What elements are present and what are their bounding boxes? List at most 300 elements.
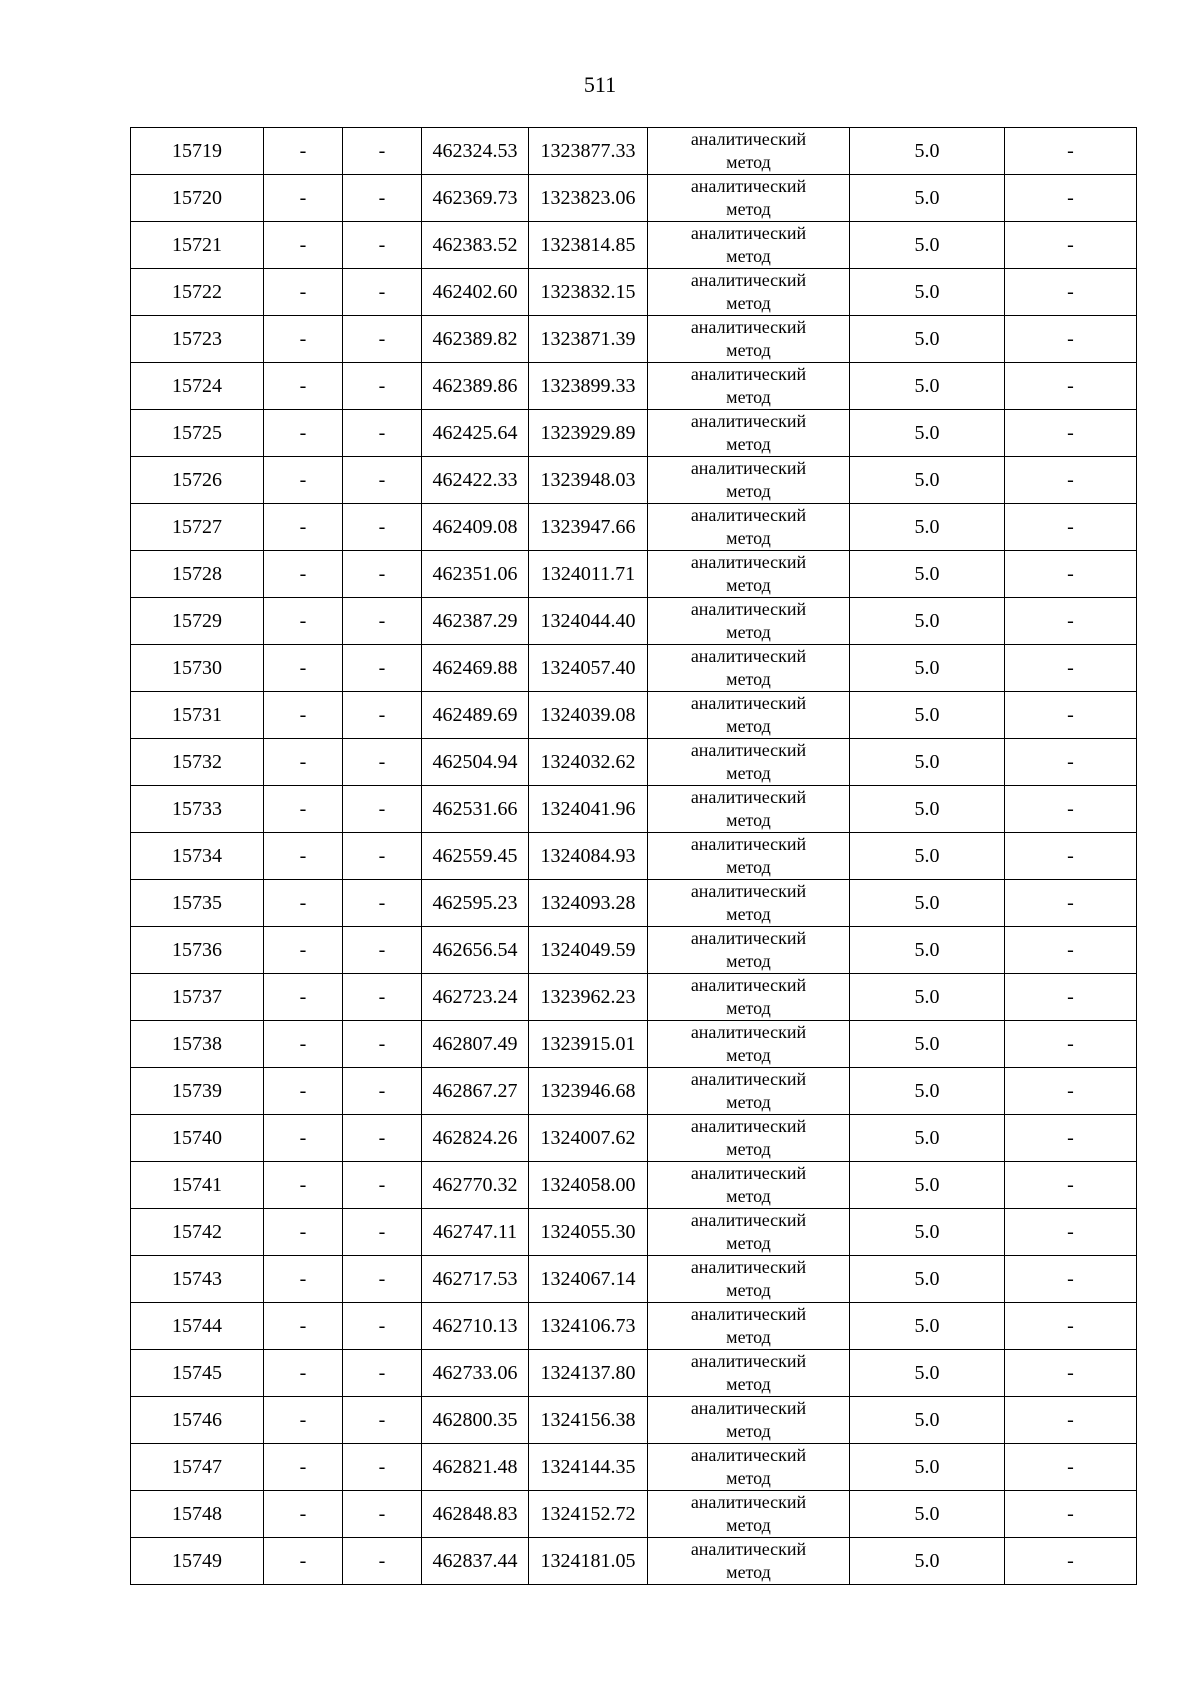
y-coordinate-cell: 1324032.62 — [529, 739, 648, 786]
table-row — [131, 316, 1137, 363]
empty-cell-8: - — [1005, 1068, 1137, 1115]
x-coordinate-cell: 462383.52 — [422, 222, 529, 269]
empty-cell-3: - — [343, 1303, 422, 1350]
x-coordinate-cell: 462531.66 — [422, 786, 529, 833]
empty-cell-3: - — [343, 457, 422, 504]
method-line-2: метод — [726, 716, 771, 736]
y-coordinate-cell: 1323877.33 — [529, 128, 648, 175]
empty-cell-3: - — [343, 880, 422, 927]
method-line-1: аналитический — [690, 693, 807, 713]
method-line-2: метод — [726, 1327, 771, 1347]
method-line-2: метод — [726, 622, 771, 642]
method-cell — [648, 786, 850, 833]
empty-cell-3: - — [343, 1209, 422, 1256]
method-line-2: метод — [726, 951, 771, 971]
method-cell — [648, 551, 850, 598]
y-coordinate-cell: 1323814.85 — [529, 222, 648, 269]
accuracy-cell: 5.0 — [850, 1491, 1005, 1538]
empty-cell-2: - — [264, 1397, 343, 1444]
method-cell — [648, 598, 850, 645]
point-number-cell: 15720 — [131, 175, 264, 222]
method-line-2: метод — [726, 1186, 771, 1206]
y-coordinate-cell: 1324041.96 — [529, 786, 648, 833]
method-line-2: метод — [726, 340, 771, 360]
x-coordinate-cell: 462824.26 — [422, 1115, 529, 1162]
empty-cell-3: - — [343, 739, 422, 786]
method-cell — [648, 1256, 850, 1303]
method-cell — [648, 222, 850, 269]
x-coordinate-cell: 462387.29 — [422, 598, 529, 645]
empty-cell-2: - — [264, 598, 343, 645]
table-row — [131, 363, 1137, 410]
x-coordinate-cell: 462369.73 — [422, 175, 529, 222]
method-cell — [648, 457, 850, 504]
method-line-2: метод — [726, 152, 771, 172]
table-row — [131, 1162, 1137, 1209]
x-coordinate-cell: 462425.64 — [422, 410, 529, 457]
x-coordinate-cell: 462800.35 — [422, 1397, 529, 1444]
empty-cell-3: - — [343, 927, 422, 974]
point-number-cell: 15732 — [131, 739, 264, 786]
empty-cell-8: - — [1005, 457, 1137, 504]
empty-cell-8: - — [1005, 1397, 1137, 1444]
x-coordinate-cell: 462656.54 — [422, 927, 529, 974]
method-line-2: метод — [726, 1562, 771, 1582]
empty-cell-2: - — [264, 1256, 343, 1303]
table-row — [131, 645, 1137, 692]
method-line-2: метод — [726, 199, 771, 219]
point-number-cell: 15737 — [131, 974, 264, 1021]
table-row — [131, 1115, 1137, 1162]
table-row — [131, 1538, 1137, 1585]
accuracy-cell: 5.0 — [850, 222, 1005, 269]
x-coordinate-cell: 462389.82 — [422, 316, 529, 363]
method-cell — [648, 1397, 850, 1444]
method-cell — [648, 363, 850, 410]
empty-cell-2: - — [264, 833, 343, 880]
y-coordinate-cell: 1323947.66 — [529, 504, 648, 551]
accuracy-cell: 5.0 — [850, 927, 1005, 974]
method-line-1: аналитический — [690, 1304, 807, 1324]
empty-cell-8: - — [1005, 1491, 1137, 1538]
empty-cell-8: - — [1005, 1021, 1137, 1068]
empty-cell-8: - — [1005, 1350, 1137, 1397]
method-cell — [648, 1444, 850, 1491]
point-number-cell: 15741 — [131, 1162, 264, 1209]
empty-cell-3: - — [343, 316, 422, 363]
empty-cell-3: - — [343, 175, 422, 222]
accuracy-cell: 5.0 — [850, 1444, 1005, 1491]
empty-cell-8: - — [1005, 645, 1137, 692]
accuracy-cell: 5.0 — [850, 1350, 1005, 1397]
empty-cell-3: - — [343, 410, 422, 457]
point-number-cell: 15748 — [131, 1491, 264, 1538]
method-line-1: аналитический — [690, 1351, 807, 1371]
empty-cell-2: - — [264, 316, 343, 363]
empty-cell-8: - — [1005, 269, 1137, 316]
empty-cell-2: - — [264, 786, 343, 833]
point-number-cell: 15734 — [131, 833, 264, 880]
empty-cell-8: - — [1005, 175, 1137, 222]
x-coordinate-cell: 462807.49 — [422, 1021, 529, 1068]
accuracy-cell: 5.0 — [850, 316, 1005, 363]
method-cell — [648, 1303, 850, 1350]
empty-cell-3: - — [343, 1538, 422, 1585]
table-row — [131, 175, 1137, 222]
x-coordinate-cell: 462489.69 — [422, 692, 529, 739]
method-line-1: аналитический — [690, 834, 807, 854]
empty-cell-3: - — [343, 1350, 422, 1397]
accuracy-cell: 5.0 — [850, 1303, 1005, 1350]
y-coordinate-cell: 1323948.03 — [529, 457, 648, 504]
y-coordinate-cell: 1323823.06 — [529, 175, 648, 222]
y-coordinate-cell: 1324058.00 — [529, 1162, 648, 1209]
y-coordinate-cell: 1324093.28 — [529, 880, 648, 927]
method-cell — [648, 974, 850, 1021]
table-row — [131, 598, 1137, 645]
method-line-1: аналитический — [690, 317, 807, 337]
method-line-2: метод — [726, 246, 771, 266]
accuracy-cell: 5.0 — [850, 1397, 1005, 1444]
method-line-1: аналитический — [690, 646, 807, 666]
point-number-cell: 15738 — [131, 1021, 264, 1068]
table-row — [131, 1021, 1137, 1068]
method-cell — [648, 880, 850, 927]
point-number-cell: 15721 — [131, 222, 264, 269]
accuracy-cell: 5.0 — [850, 1068, 1005, 1115]
empty-cell-2: - — [264, 222, 343, 269]
table-body — [131, 128, 1137, 1585]
empty-cell-2: - — [264, 1115, 343, 1162]
table-row — [131, 1256, 1137, 1303]
method-cell — [648, 410, 850, 457]
accuracy-cell: 5.0 — [850, 880, 1005, 927]
method-line-2: метод — [726, 857, 771, 877]
empty-cell-3: - — [343, 645, 422, 692]
empty-cell-2: - — [264, 880, 343, 927]
y-coordinate-cell: 1323899.33 — [529, 363, 648, 410]
point-number-cell: 15735 — [131, 880, 264, 927]
y-coordinate-cell: 1324055.30 — [529, 1209, 648, 1256]
empty-cell-2: - — [264, 1491, 343, 1538]
method-line-2: метод — [726, 1515, 771, 1535]
table-row — [131, 1491, 1137, 1538]
empty-cell-2: - — [264, 1068, 343, 1115]
empty-cell-2: - — [264, 739, 343, 786]
table-row — [131, 457, 1137, 504]
point-number-cell: 15747 — [131, 1444, 264, 1491]
method-line-1: аналитический — [690, 1210, 807, 1230]
table-row — [131, 1350, 1137, 1397]
y-coordinate-cell: 1323962.23 — [529, 974, 648, 1021]
empty-cell-3: - — [343, 551, 422, 598]
method-line-1: аналитический — [690, 458, 807, 478]
empty-cell-3: - — [343, 1162, 422, 1209]
empty-cell-3: - — [343, 269, 422, 316]
empty-cell-8: - — [1005, 363, 1137, 410]
y-coordinate-cell: 1324067.14 — [529, 1256, 648, 1303]
empty-cell-2: - — [264, 363, 343, 410]
empty-cell-3: - — [343, 786, 422, 833]
x-coordinate-cell: 462747.11 — [422, 1209, 529, 1256]
method-line-1: аналитический — [690, 129, 807, 149]
y-coordinate-cell: 1324152.72 — [529, 1491, 648, 1538]
empty-cell-2: - — [264, 128, 343, 175]
empty-cell-3: - — [343, 1068, 422, 1115]
empty-cell-2: - — [264, 175, 343, 222]
accuracy-cell: 5.0 — [850, 786, 1005, 833]
empty-cell-2: - — [264, 1162, 343, 1209]
empty-cell-8: - — [1005, 927, 1137, 974]
empty-cell-3: - — [343, 692, 422, 739]
method-line-2: метод — [726, 1233, 771, 1253]
method-line-2: метод — [726, 1092, 771, 1112]
method-line-2: метод — [726, 810, 771, 830]
x-coordinate-cell: 462351.06 — [422, 551, 529, 598]
y-coordinate-cell: 1324144.35 — [529, 1444, 648, 1491]
method-line-2: метод — [726, 1468, 771, 1488]
empty-cell-3: - — [343, 1115, 422, 1162]
y-coordinate-cell: 1324137.80 — [529, 1350, 648, 1397]
y-coordinate-cell: 1324044.40 — [529, 598, 648, 645]
empty-cell-8: - — [1005, 1115, 1137, 1162]
x-coordinate-cell: 462867.27 — [422, 1068, 529, 1115]
accuracy-cell: 5.0 — [850, 363, 1005, 410]
method-line-1: аналитический — [690, 505, 807, 525]
empty-cell-8: - — [1005, 833, 1137, 880]
y-coordinate-cell: 1323946.68 — [529, 1068, 648, 1115]
point-number-cell: 15744 — [131, 1303, 264, 1350]
method-line-2: метод — [726, 904, 771, 924]
x-coordinate-cell: 462710.13 — [422, 1303, 529, 1350]
empty-cell-2: - — [264, 551, 343, 598]
y-coordinate-cell: 1324106.73 — [529, 1303, 648, 1350]
y-coordinate-cell: 1324039.08 — [529, 692, 648, 739]
empty-cell-2: - — [264, 1021, 343, 1068]
point-number-cell: 15742 — [131, 1209, 264, 1256]
empty-cell-3: - — [343, 363, 422, 410]
accuracy-cell: 5.0 — [850, 833, 1005, 880]
empty-cell-2: - — [264, 1538, 343, 1585]
empty-cell-2: - — [264, 504, 343, 551]
method-cell — [648, 1068, 850, 1115]
method-line-1: аналитический — [690, 975, 807, 995]
method-line-2: метод — [726, 575, 771, 595]
method-cell — [648, 1350, 850, 1397]
empty-cell-3: - — [343, 128, 422, 175]
empty-cell-8: - — [1005, 598, 1137, 645]
table-row — [131, 786, 1137, 833]
accuracy-cell: 5.0 — [850, 1256, 1005, 1303]
empty-cell-8: - — [1005, 128, 1137, 175]
method-line-1: аналитический — [690, 364, 807, 384]
x-coordinate-cell: 462469.88 — [422, 645, 529, 692]
accuracy-cell: 5.0 — [850, 974, 1005, 1021]
x-coordinate-cell: 462324.53 — [422, 128, 529, 175]
empty-cell-2: - — [264, 927, 343, 974]
method-cell — [648, 1115, 850, 1162]
table-row — [131, 1068, 1137, 1115]
table-row — [131, 739, 1137, 786]
x-coordinate-cell: 462821.48 — [422, 1444, 529, 1491]
table-row — [131, 1303, 1137, 1350]
empty-cell-2: - — [264, 692, 343, 739]
method-line-2: метод — [726, 1280, 771, 1300]
y-coordinate-cell: 1323871.39 — [529, 316, 648, 363]
accuracy-cell: 5.0 — [850, 692, 1005, 739]
method-line-1: аналитический — [690, 928, 807, 948]
method-line-2: метод — [726, 434, 771, 454]
page-number: 511 — [583, 72, 617, 97]
accuracy-cell: 5.0 — [850, 504, 1005, 551]
method-line-1: аналитический — [690, 1069, 807, 1089]
method-line-1: аналитический — [690, 1445, 807, 1465]
accuracy-cell: 5.0 — [850, 457, 1005, 504]
point-number-cell: 15743 — [131, 1256, 264, 1303]
table-row — [131, 692, 1137, 739]
y-coordinate-cell: 1324057.40 — [529, 645, 648, 692]
empty-cell-8: - — [1005, 1256, 1137, 1303]
y-coordinate-cell: 1324181.05 — [529, 1538, 648, 1585]
empty-cell-2: - — [264, 1444, 343, 1491]
method-line-1: аналитический — [690, 223, 807, 243]
x-coordinate-cell: 462409.08 — [422, 504, 529, 551]
empty-cell-2: - — [264, 974, 343, 1021]
empty-cell-2: - — [264, 645, 343, 692]
method-line-1: аналитический — [690, 411, 807, 431]
x-coordinate-cell: 462389.86 — [422, 363, 529, 410]
empty-cell-8: - — [1005, 316, 1137, 363]
x-coordinate-cell: 462559.45 — [422, 833, 529, 880]
method-line-1: аналитический — [690, 1022, 807, 1042]
method-line-2: метод — [726, 1421, 771, 1441]
method-line-1: аналитический — [690, 1539, 807, 1559]
x-coordinate-cell: 462733.06 — [422, 1350, 529, 1397]
empty-cell-8: - — [1005, 1162, 1137, 1209]
table-row — [131, 1209, 1137, 1256]
accuracy-cell: 5.0 — [850, 1021, 1005, 1068]
method-cell — [648, 645, 850, 692]
table-row — [131, 222, 1137, 269]
table-row — [131, 1444, 1137, 1491]
empty-cell-3: - — [343, 1256, 422, 1303]
point-number-cell: 15725 — [131, 410, 264, 457]
table-row — [131, 927, 1137, 974]
y-coordinate-cell: 1323832.15 — [529, 269, 648, 316]
point-number-cell: 15727 — [131, 504, 264, 551]
point-number-cell: 15730 — [131, 645, 264, 692]
point-number-cell: 15739 — [131, 1068, 264, 1115]
accuracy-cell: 5.0 — [850, 645, 1005, 692]
table-row — [131, 269, 1137, 316]
empty-cell-2: - — [264, 1350, 343, 1397]
method-line-1: аналитический — [690, 881, 807, 901]
x-coordinate-cell: 462717.53 — [422, 1256, 529, 1303]
method-line-1: аналитический — [690, 740, 807, 760]
table-row — [131, 833, 1137, 880]
empty-cell-8: - — [1005, 692, 1137, 739]
table-row — [131, 880, 1137, 927]
method-line-1: аналитический — [690, 1163, 807, 1183]
accuracy-cell: 5.0 — [850, 410, 1005, 457]
empty-cell-3: - — [343, 833, 422, 880]
method-line-2: метод — [726, 669, 771, 689]
table-row — [131, 504, 1137, 551]
empty-cell-8: - — [1005, 739, 1137, 786]
point-number-cell: 15726 — [131, 457, 264, 504]
method-line-1: аналитический — [690, 1398, 807, 1418]
empty-cell-8: - — [1005, 1303, 1137, 1350]
accuracy-cell: 5.0 — [850, 128, 1005, 175]
empty-cell-2: - — [264, 410, 343, 457]
method-line-1: аналитический — [690, 270, 807, 290]
empty-cell-2: - — [264, 457, 343, 504]
empty-cell-3: - — [343, 1444, 422, 1491]
method-cell — [648, 1209, 850, 1256]
accuracy-cell: 5.0 — [850, 1162, 1005, 1209]
point-number-cell: 15724 — [131, 363, 264, 410]
method-line-2: метод — [726, 293, 771, 313]
empty-cell-3: - — [343, 504, 422, 551]
method-cell — [648, 692, 850, 739]
method-line-2: метод — [726, 1139, 771, 1159]
empty-cell-3: - — [343, 974, 422, 1021]
y-coordinate-cell: 1324049.59 — [529, 927, 648, 974]
x-coordinate-cell: 462402.60 — [422, 269, 529, 316]
x-coordinate-cell: 462504.94 — [422, 739, 529, 786]
x-coordinate-cell: 462422.33 — [422, 457, 529, 504]
method-cell — [648, 316, 850, 363]
empty-cell-8: - — [1005, 222, 1137, 269]
method-line-1: аналитический — [690, 552, 807, 572]
y-coordinate-cell: 1323929.89 — [529, 410, 648, 457]
empty-cell-8: - — [1005, 1209, 1137, 1256]
point-number-cell: 15719 — [131, 128, 264, 175]
method-line-2: метод — [726, 387, 771, 407]
method-cell — [648, 833, 850, 880]
table-row — [131, 974, 1137, 1021]
accuracy-cell: 5.0 — [850, 1209, 1005, 1256]
empty-cell-8: - — [1005, 1538, 1137, 1585]
method-line-2: метод — [726, 1374, 771, 1394]
y-coordinate-cell: 1324156.38 — [529, 1397, 648, 1444]
method-line-1: аналитический — [690, 599, 807, 619]
method-cell — [648, 504, 850, 551]
y-coordinate-cell: 1324084.93 — [529, 833, 648, 880]
accuracy-cell: 5.0 — [850, 175, 1005, 222]
point-number-cell: 15749 — [131, 1538, 264, 1585]
empty-cell-8: - — [1005, 786, 1137, 833]
method-line-2: метод — [726, 998, 771, 1018]
empty-cell-3: - — [343, 1397, 422, 1444]
table-row — [131, 128, 1137, 175]
point-number-cell: 15729 — [131, 598, 264, 645]
accuracy-cell: 5.0 — [850, 269, 1005, 316]
empty-cell-8: - — [1005, 974, 1137, 1021]
coordinates-table — [130, 127, 1137, 1585]
method-cell — [648, 1491, 850, 1538]
empty-cell-3: - — [343, 598, 422, 645]
method-cell — [648, 175, 850, 222]
method-line-1: аналитический — [690, 1116, 807, 1136]
accuracy-cell: 5.0 — [850, 1538, 1005, 1585]
empty-cell-2: - — [264, 1209, 343, 1256]
point-number-cell: 15745 — [131, 1350, 264, 1397]
empty-cell-2: - — [264, 1303, 343, 1350]
point-number-cell: 15736 — [131, 927, 264, 974]
method-line-1: аналитический — [690, 176, 807, 196]
method-cell — [648, 739, 850, 786]
